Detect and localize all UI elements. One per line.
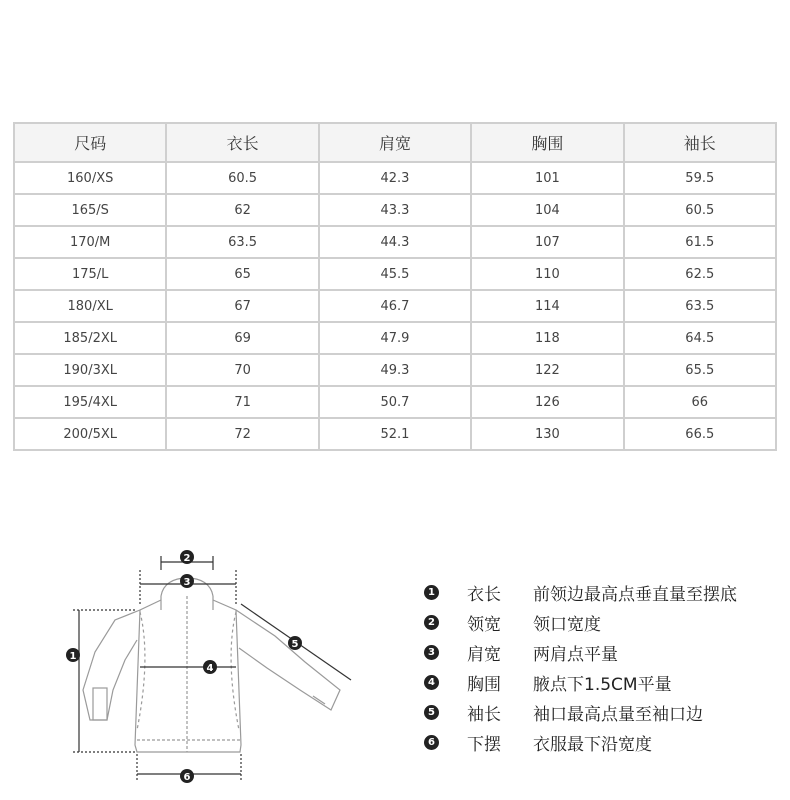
table-cell: 160/XS [14,162,166,194]
legend-item [424,667,784,697]
table-cell: 67 [166,290,318,322]
table-cell: 185/2XL [14,322,166,354]
table-cell: 122 [471,354,623,386]
table-cell: 42.3 [319,162,471,194]
header-length: 衣长 [166,123,318,162]
table-cell: 64.5 [624,322,776,354]
table-cell: 170/M [14,226,166,258]
table-cell: 63.5 [624,290,776,322]
table-cell: 66.5 [624,418,776,450]
legend-description: 前领边最高点垂直量至摆底 [533,584,737,605]
table-cell: 60.5 [166,162,318,194]
legend-marker-3: 3 [424,645,439,660]
table-cell: 130 [471,418,623,450]
legend-item [424,637,784,667]
legend-description: 袖口最高点量至袖口边 [533,704,703,725]
table-cell: 45.5 [319,258,471,290]
legend-description: 两肩点平量 [533,644,618,665]
table-cell: 190/3XL [14,354,166,386]
table-row [14,162,776,194]
table-cell: 110 [471,258,623,290]
header-shoulder: 肩宽 [319,123,471,162]
svg-text:5: 5 [291,639,299,650]
table-cell: 63.5 [166,226,318,258]
table-cell: 65 [166,258,318,290]
legend-description: 腋点下1.5CM平量 [533,674,672,695]
header-sleeve: 袖长 [624,123,776,162]
table-cell: 62.5 [624,258,776,290]
legend-marker-2: 2 [424,615,439,630]
table-header-row [14,123,776,162]
legend-item [424,607,784,637]
svg-text:3: 3 [183,577,191,588]
table-cell: 65.5 [624,354,776,386]
table-row [14,290,776,322]
table-cell: 61.5 [624,226,776,258]
marker-1 [66,648,80,662]
table-cell: 104 [471,194,623,226]
legend-name: 胸围 [467,674,501,695]
svg-text:6: 6 [183,772,191,783]
table-cell: 59.5 [624,162,776,194]
marker-2 [180,550,194,564]
table-cell: 50.7 [319,386,471,418]
table-cell: 107 [471,226,623,258]
table-cell: 66 [624,386,776,418]
table-cell: 126 [471,386,623,418]
legend-name: 袖长 [467,704,501,725]
table-cell: 70 [166,354,318,386]
table-row [14,386,776,418]
table-cell: 165/S [14,194,166,226]
header-size: 尺码 [14,123,166,162]
table-cell: 46.7 [319,290,471,322]
legend-description: 衣服最下沿宽度 [533,734,652,755]
table-cell: 71 [166,386,318,418]
table-cell: 175/L [14,258,166,290]
table-cell: 200/5XL [14,418,166,450]
table-row [14,258,776,290]
size-table [13,122,777,451]
table-cell: 47.9 [319,322,471,354]
legend-description: 领口宽度 [533,614,601,635]
legend-name: 肩宽 [467,644,501,665]
legend-name: 下摆 [467,734,501,755]
table-cell: 44.3 [319,226,471,258]
legend-item [424,727,784,757]
table-cell: 101 [471,162,623,194]
legend-item [424,577,784,607]
table-row [14,226,776,258]
svg-text:2: 2 [183,553,191,564]
table-cell: 118 [471,322,623,354]
legend-marker-4: 4 [424,675,439,690]
svg-text:4: 4 [206,663,214,674]
table-cell: 72 [166,418,318,450]
table-cell: 52.1 [319,418,471,450]
svg-text:1: 1 [69,651,77,662]
table-row [14,418,776,450]
legend-marker-6: 6 [424,735,439,750]
table-cell: 62 [166,194,318,226]
table-cell: 43.3 [319,194,471,226]
table-cell: 180/XL [14,290,166,322]
legend-item [424,697,784,727]
table-row [14,322,776,354]
table-cell: 49.3 [319,354,471,386]
marker-4 [203,660,217,674]
legend-marker-1: 1 [424,585,439,600]
table-cell: 195/4XL [14,386,166,418]
legend-name: 领宽 [467,614,501,635]
table-cell: 69 [166,322,318,354]
marker-6 [180,769,194,783]
table-row [14,354,776,386]
jacket-measurement-diagram [55,540,375,795]
header-chest: 胸围 [471,123,623,162]
legend-name: 衣长 [467,584,501,605]
table-cell: 60.5 [624,194,776,226]
measurement-legend [424,577,784,757]
legend-marker-5: 5 [424,705,439,720]
marker-3 [180,574,194,588]
marker-5 [288,636,302,650]
table-row [14,194,776,226]
table-cell: 114 [471,290,623,322]
